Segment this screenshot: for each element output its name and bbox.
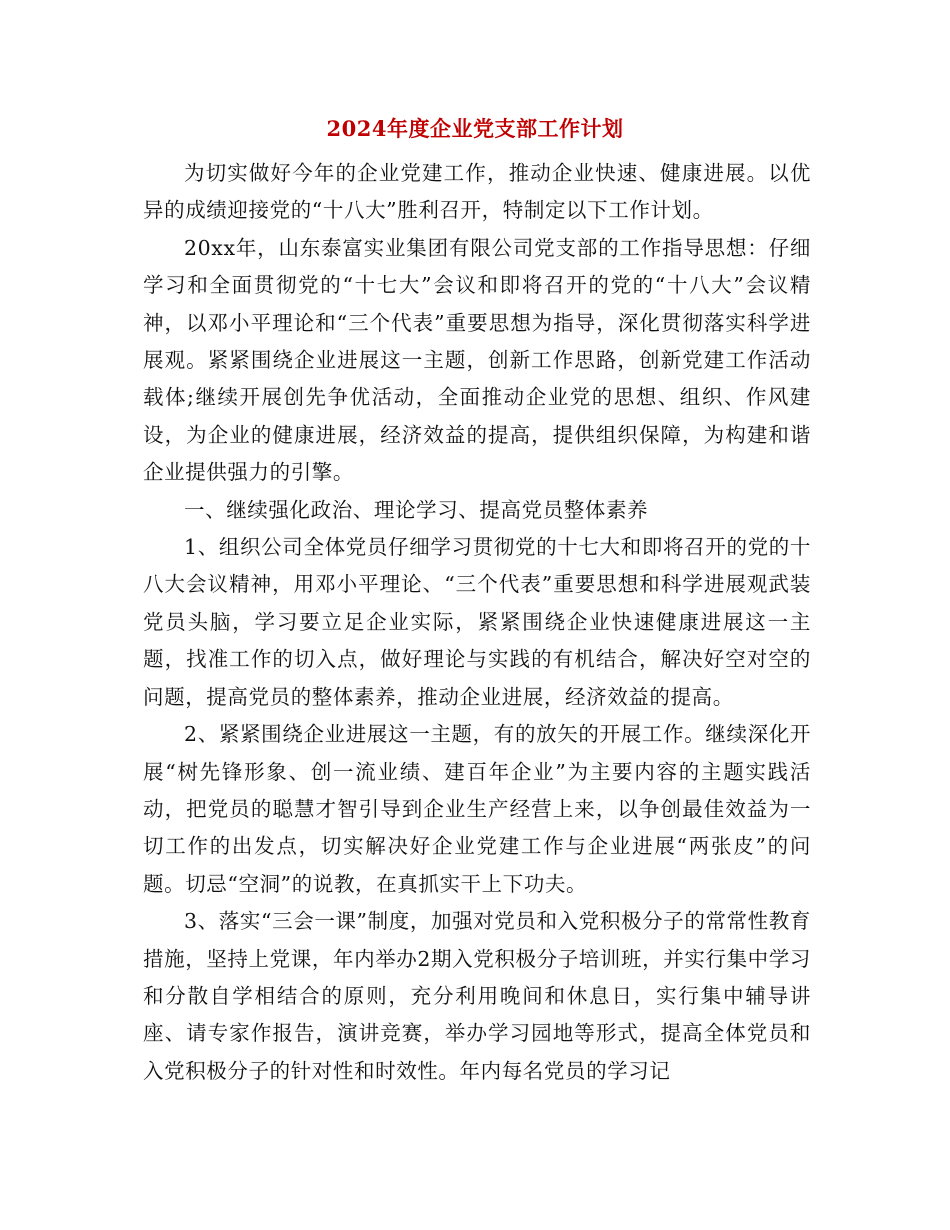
- paragraph-intro: 为切实做好今年的企业党建工作，推动企业快速、健康进展。以优异的成绩迎接党的“十八大”胜利召开，特制定以下工作计划。: [143, 161, 811, 223]
- paragraph-item-2: 2、紧紧围绕企业进展这一主题，有的放矢的开展工作。继续深化开展“树先锋形象、创一流业绩、建百年企业”为主要内容的主题实践活动，把党员的聪慧才智引导到企业生产经营上来，以争创最佳效益为一切工作的出发点，切实解决好企业党建工作与企业进展“两张皮”的问题。切忌“空洞”的说教，在真抓实干上下功夫。: [143, 722, 811, 896]
- section-heading-1: 一、继续强化政治、理论学习、提高党员整体素养: [184, 497, 649, 522]
- document-title: 2024年度企业党支部工作计划: [326, 116, 624, 141]
- paragraph-guiding-thought: 20xx年，山东泰富实业集团有限公司党支部的工作指导思想：仔细学习和全面贯彻党的“十七大”会议和即将召开的党的“十八大”会议精神，以邓小平理论和“三个代表”重要思想为指导，深化贯彻落实科学进展观。紧紧围绕企业进展这一主题，创新工作思路，创新党建工作活动载体;继续开展创先争优活动，全面推动企业党的思想、组织、作风建设，为企业的健康进展，经济效益的提高，提供组织保障，为构建和谐企业提供强力的引擎。: [143, 235, 811, 485]
- document-body: [143, 155, 811, 1090]
- paragraph-item-3: 3、落实“三会一课”制度，加强对党员和入党积极分子的常常性教育措施，坚持上党课，年内举办2期入党积极分子培训班，并实行集中学习和分散自学相结合的原则，充分利用晚间和休息日，实行集中辅导讲座、请专家作报告，演讲竞赛，举办学习园地等形式，提高全体党员和入党积极分子的针对性和时效性。年内每名党员的学习记: [143, 909, 811, 1083]
- paragraph-item-1: 1、组织公司全体党员仔细学习贯彻党的十七大和即将召开的党的十八大会议精神，用邓小平理论、“三个代表”重要思想和科学进展观武装党员头脑，学习要立足企业实际，紧紧围绕企业快速健康进展这一主题，找准工作的切入点，做好理论与实践的有机结合，解决好空对空的问题，提高党员的整体素养，推动企业进展，经济效益的提高。: [143, 535, 811, 709]
